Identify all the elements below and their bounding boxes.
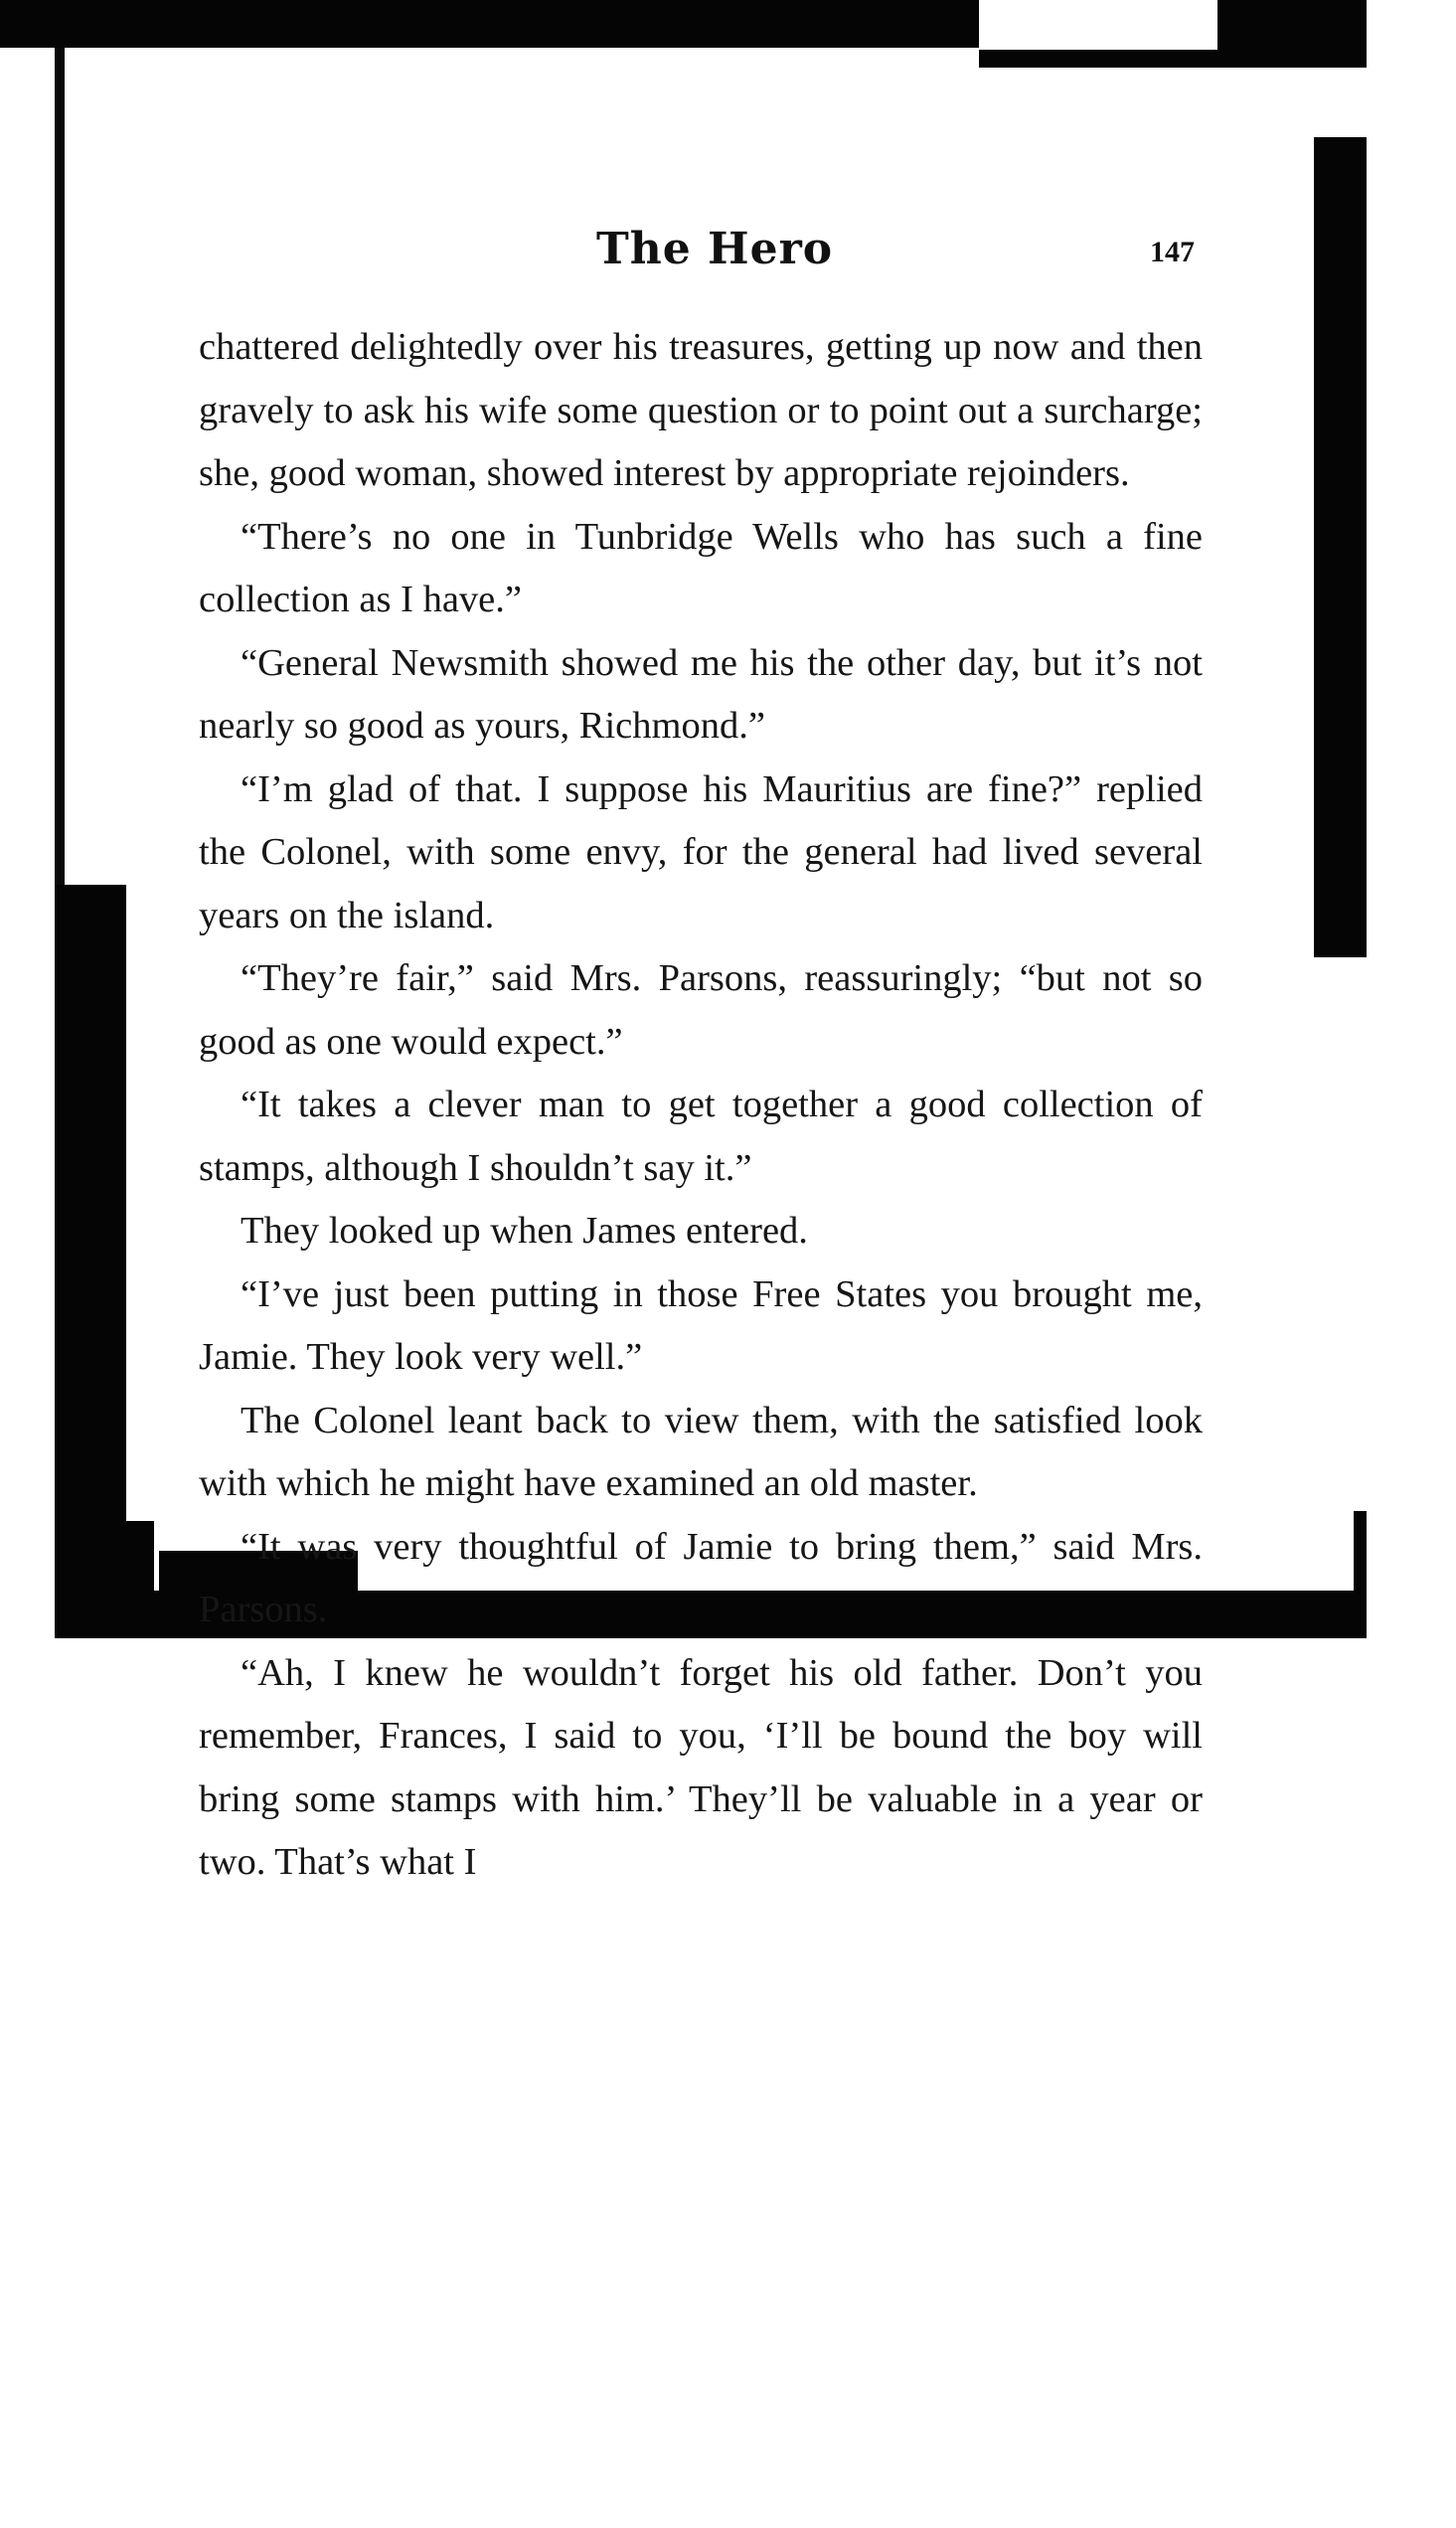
paragraph: The Colonel leant back to view them, with the satisfied look with which he might have examined an old master.: [199, 1399, 1203, 1504]
scan-border-top: [0, 0, 979, 48]
scan-border-right-low: [1354, 1511, 1367, 1610]
running-title: The Hero: [596, 224, 834, 274]
scan-border-left-block: [55, 885, 126, 1521]
page-number: 147: [1150, 236, 1195, 268]
paragraph: “It takes a clever man to get together a good collection of stamps, although I shouldn’t say it.”: [199, 1084, 1203, 1189]
scan-border-notch: [979, 0, 1217, 50]
paragraph: “They’re fair,” said Mrs. Parsons, reassuringly; “but not so good as one would expect.”: [199, 957, 1203, 1063]
scan-border-right: [1314, 137, 1367, 957]
paragraph: “General Newsmith showed me his the other day, but it’s not nearly so good as yours, Richmond.”: [199, 641, 1203, 747]
paragraph: “I’m glad of that. I suppose his Mauritius are fine?” replied the Colonel, with some envy, for the general had lived several years on the island.: [199, 767, 1203, 936]
page-header: [199, 224, 1203, 283]
paragraph: “There’s no one in Tunbridge Wells who has such a fine collection as I have.”: [199, 515, 1203, 620]
paragraph: “It was very thoughtful of Jamie to bring them,” said Mrs. Parsons.: [199, 1525, 1203, 1630]
paragraph: “Ah, I knew he wouldn’t forget his old father. Don’t you remember, Frances, I said to you, ‘I’ll be bound the boy will bring some stamps with him.’ They’ll be valuable in a year or two. That’s what I: [199, 1651, 1203, 1883]
scan-border-left-low: [55, 1521, 154, 1596]
paragraph: “I’ve just been putting in those Free States you brought me, Jamie. They look very well.”: [199, 1272, 1203, 1378]
paragraph: They looked up when James entered.: [241, 1210, 808, 1252]
body-text: [199, 316, 1203, 1895]
paragraph: chattered delightedly over his treasures, getting up now and then gravely to ask his wife some question or to point out a surcharge; she, good woman, showed interest by appropriate rejoinders.: [199, 326, 1203, 494]
